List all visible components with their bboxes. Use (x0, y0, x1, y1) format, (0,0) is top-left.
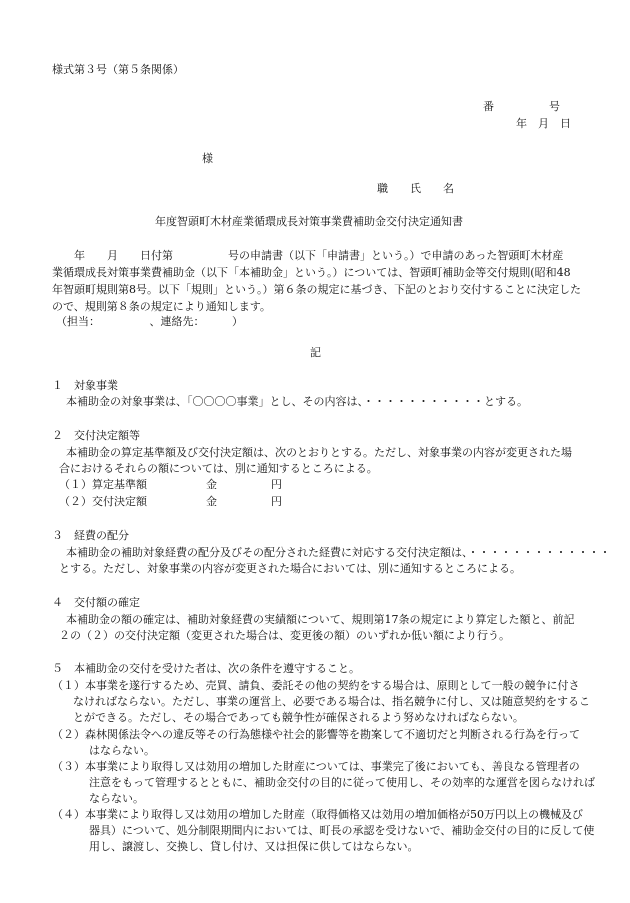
amount-row-kin: 金 (206, 478, 217, 491)
condition-line: 器具）について、処分制限期間内においては、町長の承認を受けないで、補助金交付の目的に反して使 (89, 824, 595, 837)
section-line: 本補助金の額の確定は、補助対象経費の実績額について、規則第17条の規定により算定した額と、前記 (66, 613, 575, 626)
section-title: ５ 本補助金の交付を受けた者は、次の条件を遵守すること。 (52, 662, 360, 675)
section-title: ４ 交付額の確定 (52, 596, 140, 609)
section-line: 本補助金の対象事業は、「〇〇〇〇事業」とし、その内容は、・・・・・・・・・・・とする。 (66, 395, 528, 408)
condition-line: はならない。 (89, 744, 155, 757)
ki-heading: 記 (310, 346, 321, 359)
section-line: 本補助金の補助対象経費の配分及びその配分された経費に対応する交付決定額は、・・・・・・・・・・・・・ (66, 546, 611, 559)
condition-line: なければならない。ただし、事業の運営上、必要である場合は、指名競争に付し、又は随意契約をするこ (73, 695, 590, 708)
condition-line: （４）本事業により取得し又は効用の増加した財産（取得価格又は効用の増加価格が50万円以上の機械及び (52, 808, 583, 821)
amount-row-label: （１）算定基準額 (59, 478, 147, 491)
section-line: とする。ただし、対象事業の内容が変更された場合においては、別に通知するところによる。 (59, 562, 521, 575)
contact-line: （担当： 、連絡先： ） (56, 315, 243, 328)
section-line: ２の（２）の交付決定額（変更された場合は、変更後の額）のいずれか低い額により行う。 (59, 629, 510, 642)
document-title: 年度智頭町木材産業循環成長対策事業費補助金交付決定通知書 (155, 215, 463, 228)
condition-line: とができる。ただし、その場合であっても競争性が確保されるよう努めなければならない。 (73, 711, 524, 724)
intro-line: 年智頭町規則第8号。以下「規則」という。）第６条の規定に基づき、下記のとおり交付することに決定した (52, 283, 582, 296)
amount-row-label: （２）交付決定額 (59, 495, 147, 508)
section-line: 合におけるそれらの額については、別に通知するところによる。 (59, 462, 378, 475)
condition-line: 用し、譲渡し、交換し、貸し付け、又は担保に供してはならない。 (89, 840, 419, 853)
amount-row-yen: 円 (271, 495, 282, 508)
section-title: １ 対象事業 (52, 379, 118, 392)
addressee: 様 (202, 152, 213, 165)
issue-date: 年 月 日 (516, 117, 571, 130)
section-title: ３ 経費の配分 (52, 529, 129, 542)
condition-line: ならない。 (89, 792, 144, 805)
condition-line: （３）本事業により取得し又は効用の増加した財産については、事業完了後においても、善良なる管理者の (52, 760, 580, 773)
condition-line: 注意をもって管理するとともに、補助金交付の目的に従って使用し、その効率的な運営を図らなければ (89, 776, 595, 789)
intro-line: 業循環成長対策事業費補助金（以下「本補助金」という。）については、智頭町補助金等交付規則(昭和48 (52, 266, 571, 279)
intro-line: 年 月 日付第 号の申請書（以下「申請書」という。）で申請のあった智頭町木材産 (52, 249, 564, 262)
section-title: ２ 交付決定額等 (52, 429, 140, 442)
form-label: 様式第３号（第５条関係） (52, 63, 184, 76)
reference-number: 番 号 (483, 100, 560, 113)
amount-row-kin: 金 (206, 495, 217, 508)
issuer-name: 職 氏 名 (377, 182, 454, 195)
amount-row-yen: 円 (271, 478, 282, 491)
section-line: 本補助金の算定基準額及び交付決定額は、次のとおりとする。ただし、対象事業の内容が変更された場 (66, 446, 572, 459)
condition-line: （２）森林関係法令への違反等その行為態様や社会的影響等を勘案して不適切だと判断される行為を行って (52, 728, 580, 741)
condition-line: （１）本事業を遂行するため、売買、請負、委託その他の契約をする場合は、原則として一般の競争に付さ (52, 679, 580, 692)
intro-line: ので、規則第８条の規定により通知します。 (52, 300, 271, 313)
